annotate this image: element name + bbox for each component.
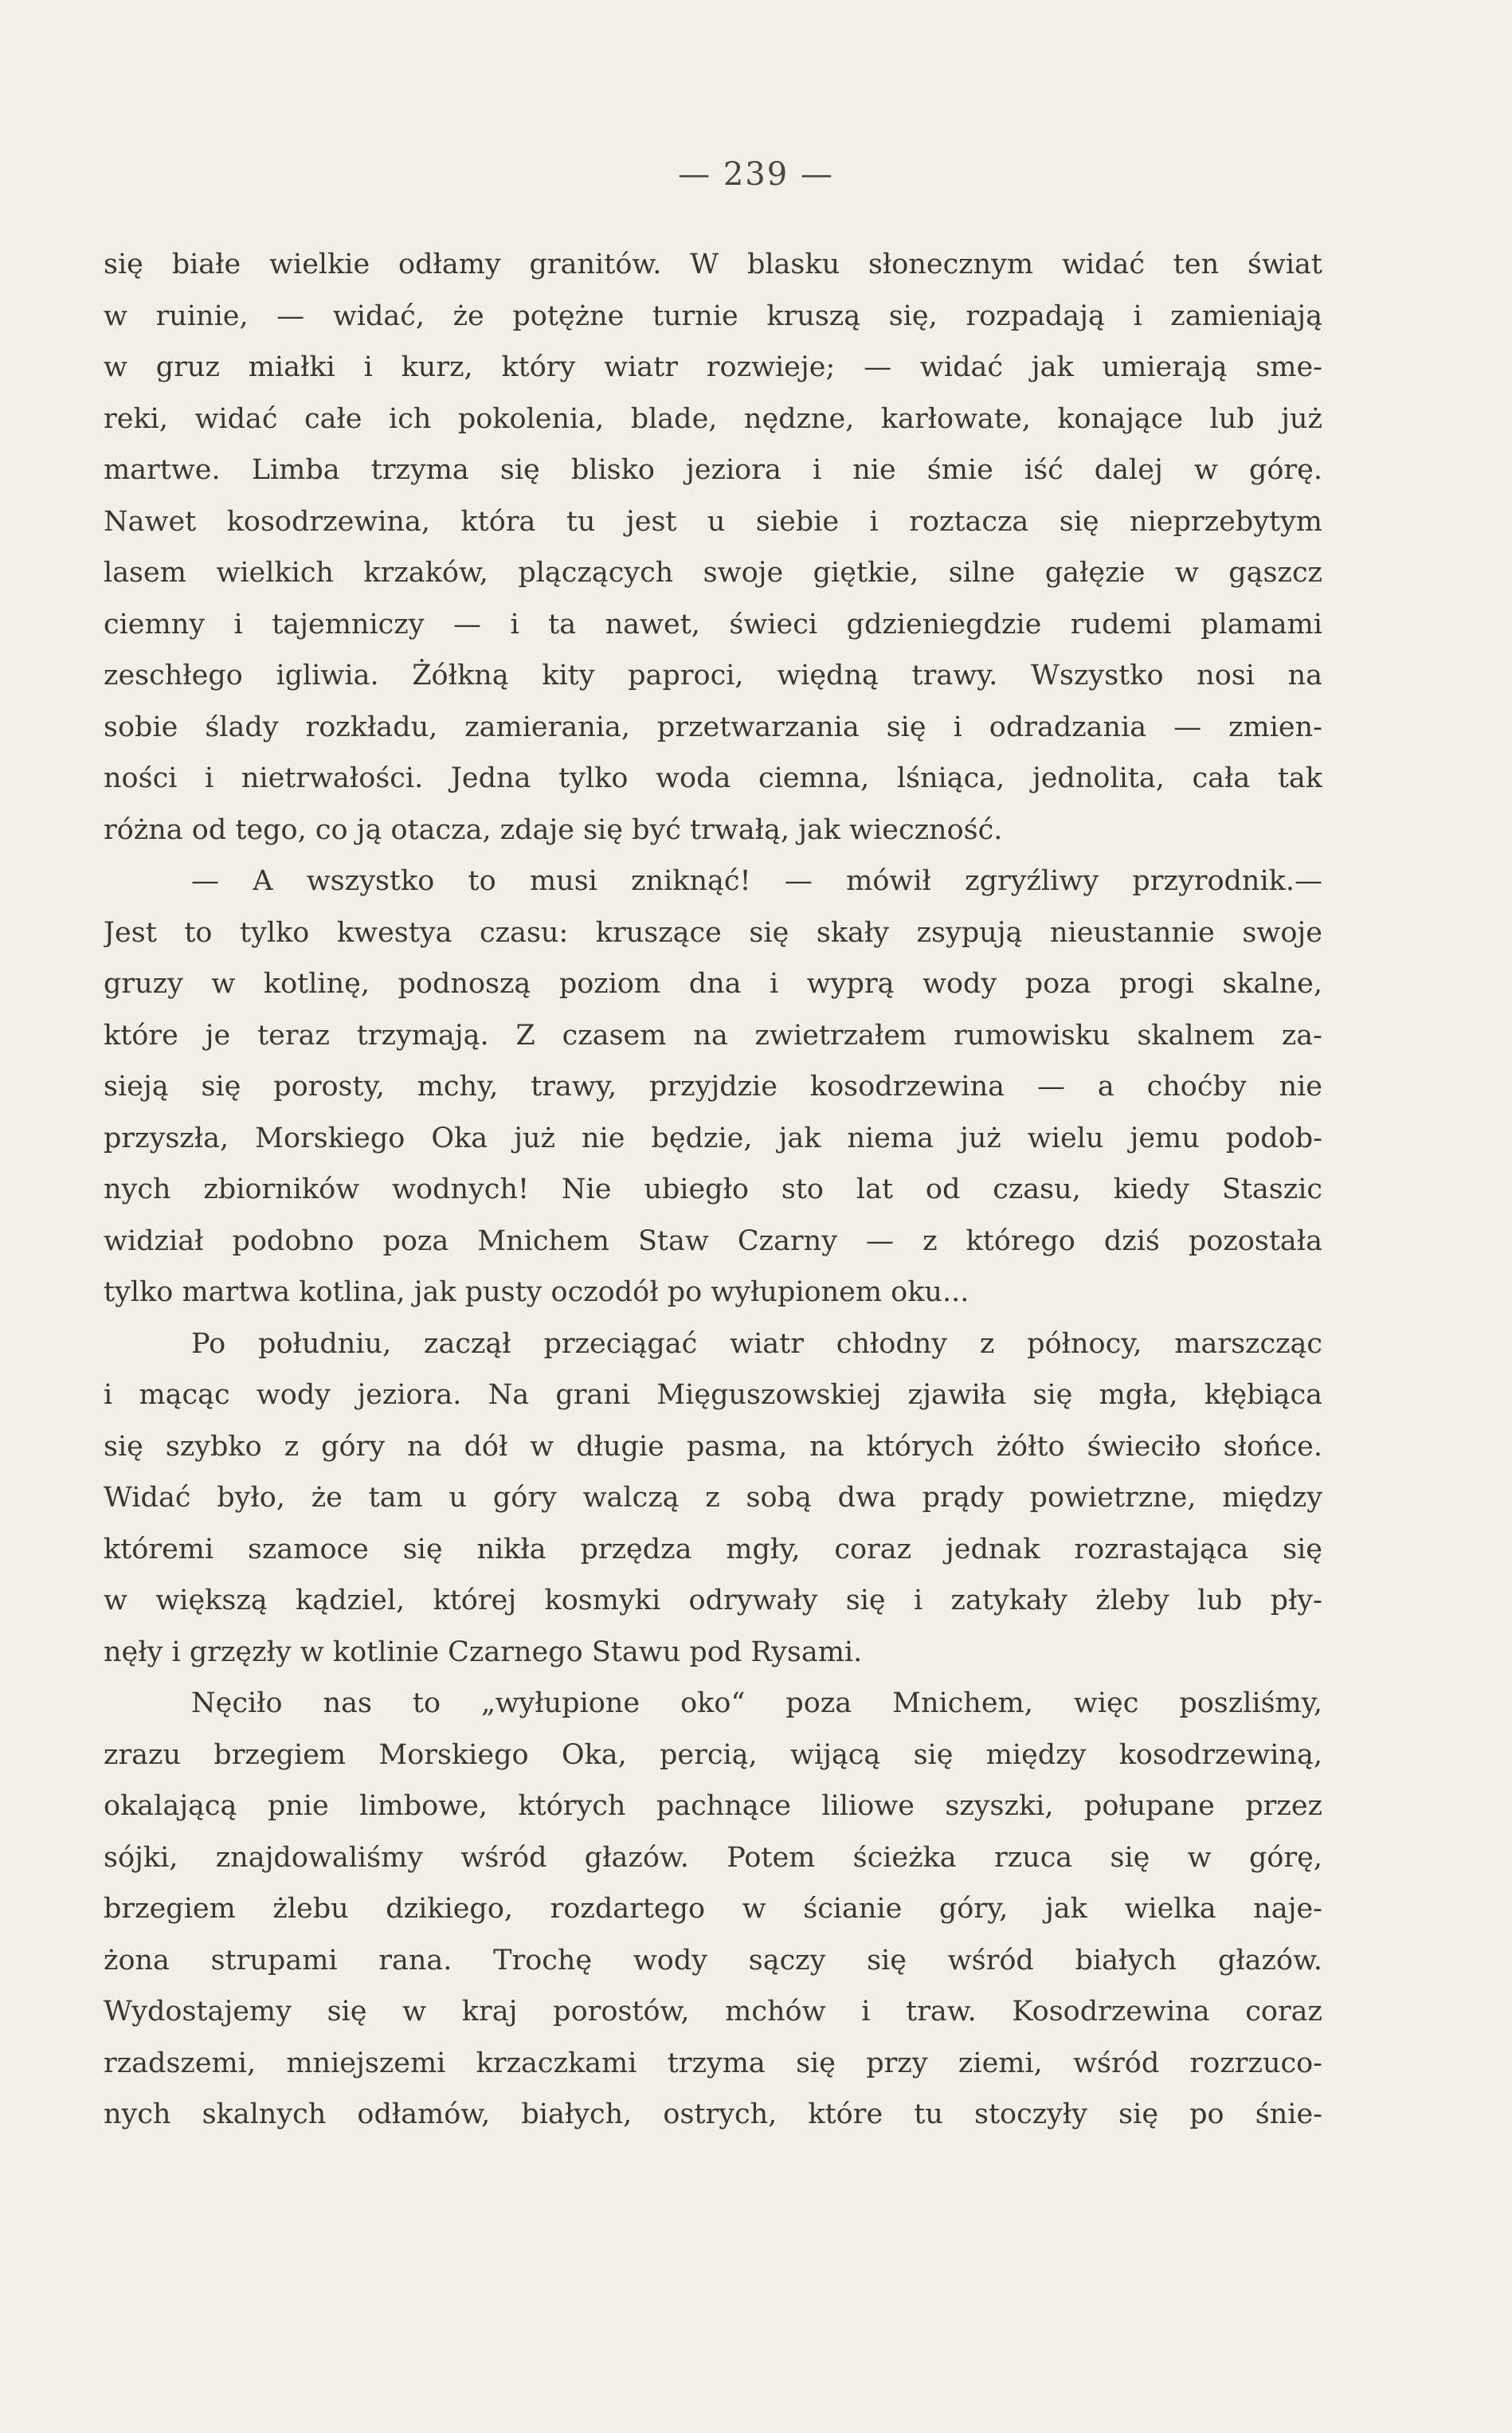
page-number: — 239 — <box>678 156 834 193</box>
text-line: martwe. Limba trzyma się blisko jeziora i nie śmie iść dalej w górę. <box>104 454 1322 486</box>
text-line: brzegiem żlebu dzikiego, rozdartego w ścianie góry, jak wielka naje- <box>104 1893 1322 1925</box>
text-line: zeschłego igliwia. Żółkną kity paproci, więdną trawy. Wszystko nosi na <box>104 660 1322 692</box>
text-line: Nawet kosodrzewina, która tu jest u siebie i roztacza się nieprzebytym <box>104 505 1322 538</box>
text-line: Widać było, że tam u góry walczą z sobą dwa prądy powietrzne, między <box>104 1482 1322 1514</box>
text-line: gruzy w kotlinę, podnoszą poziom dna i wyprą wody poza progi skalne, <box>104 968 1322 1000</box>
text-line: ciemny i tajemniczy — i ta nawet, świeci gdzieniegdzie rudemi plamami <box>104 608 1322 641</box>
text-line: zrazu brzegiem Morskiego Oka, percią, wijącą się między kosodrzewiną, <box>104 1738 1322 1771</box>
text-line: nych skalnych odłamów, białych, ostrych, które tu stoczyły się po śnie- <box>104 2098 1322 2130</box>
text-line: widział podobno poza Mnichem Staw Czarny — z którego dziś pozostała <box>104 1224 1322 1257</box>
text-line: żona strupami rana. Trochę wody sączy się wśród białych głazów. <box>104 1944 1322 1977</box>
text-line: Po południu, zaczął przeciągać wiatr chłodny z północy, marszcząc <box>191 1327 1322 1360</box>
text-line: i mącąc wody jeziora. Na grani Mięguszowskiej zjawiła się mgła, kłębiąca <box>104 1379 1322 1411</box>
text-line: tylko martwa kotlina, jak pusty oczodół po wyłupionem oku... <box>104 1276 969 1308</box>
text-line: któremi szamoce się nikła przędza mgły, coraz jednak rozrastająca się <box>104 1533 1322 1565</box>
text-line: w ruinie, — widać, że potężne turnie kruszą się, rozpadają i zamieniają <box>104 300 1322 332</box>
text-line: różna od tego, co ją otacza, zdaje się być trwałą, jak wieczność. <box>104 813 1003 846</box>
text-line: sobie ślady rozkładu, zamierania, przetwarzania się i odradzania — zmien- <box>104 711 1322 743</box>
text-line: sieją się porosty, mchy, trawy, przyjdzie kosodrzewina — a choćby nie <box>104 1071 1322 1103</box>
text-line: które je teraz trzymają. Z czasem na zwietrzałem rumowisku skalnem za- <box>104 1019 1322 1052</box>
text-line: w większą kądziel, której kosmyki odrywały się i zatykały żleby lub pły- <box>104 1585 1322 1616</box>
text-line: ności i nietrwałości. Jedna tylko woda ciemna, lśniąca, jednolita, cała tak <box>104 762 1322 794</box>
text-line: się szybko z góry na dół w długie pasma, na których żółto świeciło słońce. <box>104 1430 1322 1463</box>
text-line: Jest to tylko kwestya czasu: kruszące się skały zsypują nieustannie swoje <box>104 916 1322 949</box>
text-line: — A wszystko to musi zniknąć! — mówił zgryźliwy przyrodnik.— <box>191 865 1322 897</box>
text-line: nych zbiorników wodnych! Nie ubiegło sto lat od czasu, kiedy Staszic <box>104 1173 1322 1205</box>
text-line: reki, widać całe ich pokolenia, blade, nędzne, karłowate, konające lub już <box>104 402 1322 435</box>
text-line: lasem wielkich krzaków, plączących swoje giętkie, silne gałęzie w gąszcz <box>104 557 1322 589</box>
text-line: nęły i grzęzły w kotlinie Czarnego Stawu pod Rysami. <box>104 1636 863 1668</box>
text-line: przyszła, Morskiego Oka już nie będzie, jak niema już wielu jemu podob- <box>104 1122 1322 1154</box>
text-line: Wydostajemy się w kraj porostów, mchów i traw. Kosodrzewina coraz <box>104 1996 1322 2028</box>
text-line: okalającą pnie limbowe, których pachnące liliowe szyszki, połupane przez <box>104 1790 1322 1822</box>
text-line: w gruz miałki i kurz, który wiatr rozwieje; — widać jak umierają sme- <box>104 351 1322 383</box>
text-line: się białe wielkie odłamy granitów. W blasku słonecznym widać ten świat <box>104 249 1322 280</box>
text-line: sójki, znajdowaliśmy wśród głazów. Potem ścieżka rzuca się w górę, <box>104 1841 1322 1874</box>
text-line: rzadszemi, mniejszemi krzaczkami trzyma się przy ziemi, wśród rozrzuco- <box>104 2047 1322 2079</box>
body-text <box>104 239 1322 2141</box>
text-line: Nęciło nas to „wyłupione oko“ poza Mnichem, więc poszliśmy, <box>191 1687 1322 1719</box>
